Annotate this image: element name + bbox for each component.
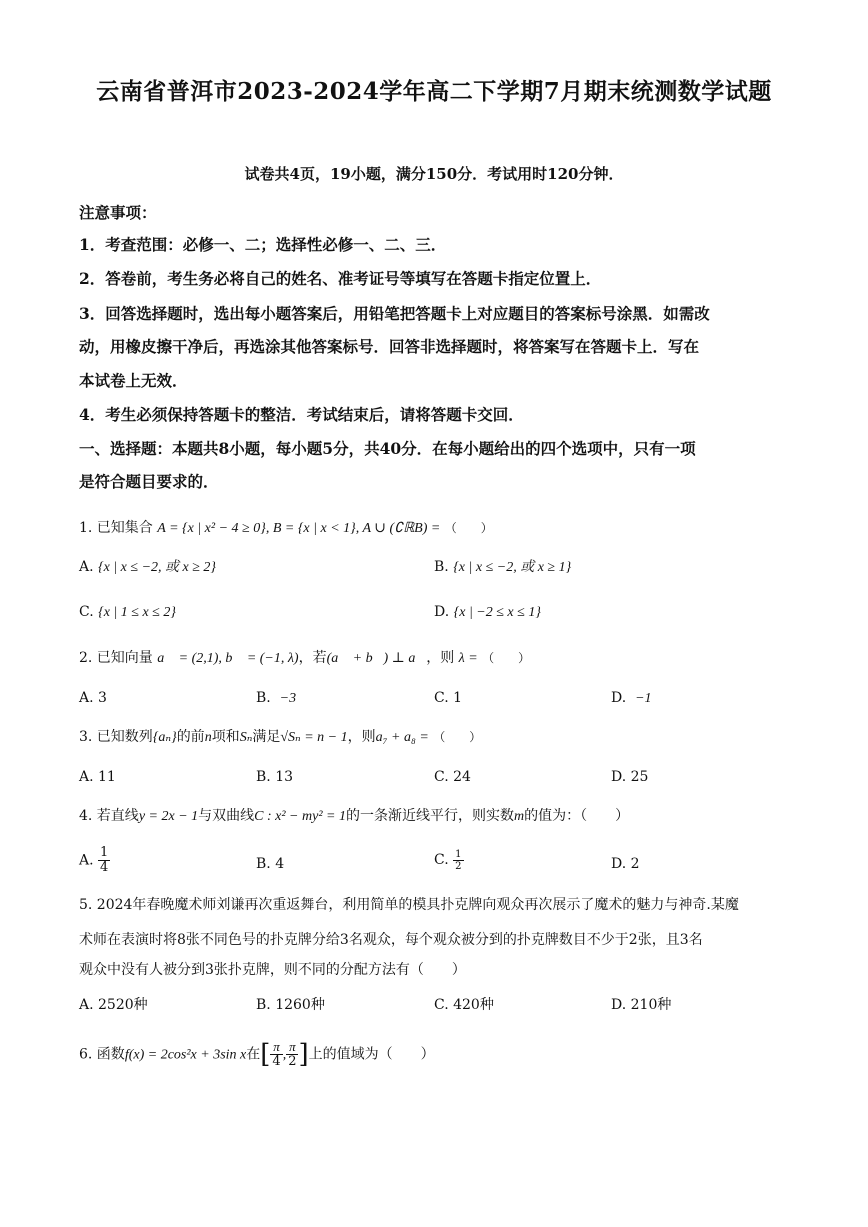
section-heading-cont: 是符合题目要求的． xyxy=(79,472,219,491)
exam-info: 试卷共4页，19小题，满分150分．考试用时120分钟． xyxy=(244,165,624,183)
question-4-option-a: A. $\frac{1}{4}$ xyxy=(79,845,109,875)
question-4-option-b: B. 4 xyxy=(256,856,285,872)
notice-heading: 注意事项： xyxy=(79,203,157,222)
question-5-stem-line-1: 5. 2024年春晚魔术师刘谦再次重返舞台，利用简单的模具扑克牌向观众再次展示了魔术的魅力与神奇.某魔 xyxy=(79,897,739,913)
question-2-option-a: A. 3 xyxy=(79,690,107,706)
question-2-option-c: C. 1 xyxy=(434,690,463,706)
page-title: 云南省普洱市2023-2024学年高二下学期7月期末统测数学试题 xyxy=(96,78,772,105)
fraction-one-quarter: $\frac{1}{4}$ xyxy=(100,845,109,875)
notice-item-2: 2．答卷前，考生务必将自己的姓名、准考证号等填写在答题卡指定位置上． xyxy=(79,269,602,288)
fraction-one-half: $\frac{1}{2}$ xyxy=(455,848,462,872)
question-5-stem-line-3: 观众中没有人被分到3张扑克牌，则不同的分配方法有（ ） xyxy=(79,962,466,978)
question-3-option-c: C. 24 xyxy=(434,769,471,785)
question-2-option-b: B. −3 xyxy=(256,690,297,706)
question-2-stem: 2. 已知向量 a⃗ = (2,1), b⃗ = (−1, λ)，若(a⃗ + b⃗) ⊥ a⃗，则 λ = （ ） xyxy=(79,650,531,666)
question-5-option-a: A. 2520种 xyxy=(79,997,148,1013)
question-1-option-b: B. {x | x ≤ −2, 或 x ≥ 1} xyxy=(434,559,572,575)
question-4-stem: 4. 若直线y = 2x − 1与双曲线C : x² − my² = 1的一条渐近线平行，则实数m的值为：（ ） xyxy=(79,808,630,824)
question-5-option-d: D. 210种 xyxy=(611,997,672,1013)
section-heading: 一、选择题：本题共8小题，每小题5分，共40分．在每小题给出的四个选项中，只有一项 xyxy=(79,439,696,458)
question-1-option-d: D. {x | −2 ≤ x ≤ 1} xyxy=(434,604,541,620)
question-1-option-c: C. {x | 1 ≤ x ≤ 2} xyxy=(79,604,176,620)
question-3-stem: 3. 已知数列{aₙ}的前n项和Sₙ满足√Sₙ = n − 1，则a₇ + a₈ = （ ） xyxy=(79,729,482,745)
question-1-stem: 1. 已知集合 A = {x | x² − 4 ≥ 0}, B = {x | x < 1}, A ∪ (∁ℝB) = （ ） xyxy=(79,520,493,536)
question-1-option-a: A. {x | x ≤ −2, 或 x ≥ 2} xyxy=(79,559,217,575)
notice-item-3a: 3．回答选择题时，选出每小题答案后，用铅笔把答题卡上对应题目的答案标号涂黑．如需改 xyxy=(79,304,710,323)
question-5-stem-line-2: 术师在表演时将8张不同色号的扑克牌分给3名观众，每个观众被分到的扑克牌数目不少于2张，且3名 xyxy=(79,932,703,948)
notice-item-1: 1．考查范围：必修一、二；选择性必修一、二、三． xyxy=(79,235,447,254)
interval-lower-bound: $\frac{\pi}{4}$ xyxy=(272,1039,281,1069)
question-3-option-b: B. 13 xyxy=(256,769,294,785)
notice-item-3b: 动，用橡皮擦干净后，再选涂其他答案标号．回答非选择题时，将答案写在答题卡上．写在 xyxy=(79,337,700,356)
question-3-option-a: A. 11 xyxy=(79,769,116,785)
notice-item-4: 4．考生必须保持答题卡的整洁．考试结束后，请将答题卡交回． xyxy=(79,405,524,424)
question-5-option-b: B. 1260种 xyxy=(256,997,325,1013)
question-5-option-c: C. 420种 xyxy=(434,997,494,1013)
interval-upper-bound: $\frac{\pi}{2}$ xyxy=(288,1039,297,1069)
question-2-option-d: D. −1 xyxy=(611,690,652,706)
question-4-option-c: C. $\frac{1}{2}$ xyxy=(434,848,462,872)
question-6-stem: 6. 函数f(x) = 2cos²x + 3sin x在[ $\frac{\pi}{4}$ , $\frac{\pi}{2}$ ]上的值域为（ ） xyxy=(79,1039,435,1070)
question-3-option-d: D. 25 xyxy=(611,769,649,785)
question-4-option-d: D. 2 xyxy=(611,856,640,872)
notice-item-3c: 本试卷上无效． xyxy=(79,371,188,390)
